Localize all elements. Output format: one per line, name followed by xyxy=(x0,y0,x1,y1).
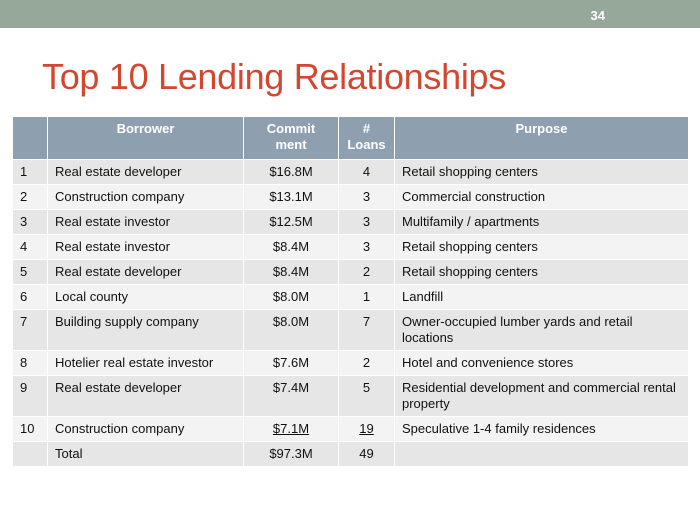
lending-relationships-table xyxy=(12,116,689,467)
cell-borrower: Real estate developer xyxy=(48,376,244,417)
total-num xyxy=(13,442,48,467)
cell-loans: 4 xyxy=(339,160,395,185)
header-purpose: Purpose xyxy=(395,117,689,160)
table-row xyxy=(13,351,689,376)
cell-loans: 3 xyxy=(339,185,395,210)
cell-commitment: $13.1M xyxy=(244,185,339,210)
cell-loans: 5 xyxy=(339,376,395,417)
cell-commitment: $8.4M xyxy=(244,260,339,285)
header-commitment-label: Commit ment xyxy=(266,121,316,152)
cell-commitment: $8.0M xyxy=(244,285,339,310)
table-row xyxy=(13,185,689,210)
cell-borrower: Construction company xyxy=(48,417,244,442)
cell-borrower: Construction company xyxy=(48,185,244,210)
total-commitment: $97.3M xyxy=(244,442,339,467)
cell-loans: 1 xyxy=(339,285,395,310)
total-loans: 49 xyxy=(339,442,395,467)
top-banner xyxy=(0,0,700,28)
table-row xyxy=(13,376,689,417)
cell-commitment xyxy=(244,417,339,442)
cell-purpose: Speculative 1-4 family residences xyxy=(395,417,689,442)
cell-purpose: Owner-occupied lumber yards and retail locations xyxy=(395,310,689,351)
header-row xyxy=(13,117,689,160)
cell-commitment: $8.0M xyxy=(244,310,339,351)
cell-purpose: Retail shopping centers xyxy=(395,160,689,185)
cell-purpose: Retail shopping centers xyxy=(395,235,689,260)
slide-title: Top 10 Lending Relationships xyxy=(42,56,506,97)
cell-commitment: $8.4M xyxy=(244,235,339,260)
header-num xyxy=(13,117,48,160)
cell-num: 6 xyxy=(13,285,48,310)
cell-commitment: $7.4M xyxy=(244,376,339,417)
table-row xyxy=(13,260,689,285)
cell-commitment: $7.6M xyxy=(244,351,339,376)
cell-commitment: $12.5M xyxy=(244,210,339,235)
cell-num: 10 xyxy=(13,417,48,442)
cell-purpose: Hotel and convenience stores xyxy=(395,351,689,376)
cell-purpose: Landfill xyxy=(395,285,689,310)
cell-num: 4 xyxy=(13,235,48,260)
header-borrower: Borrower xyxy=(48,117,244,160)
cell-purpose: Residential development and commercial rental property xyxy=(395,376,689,417)
table-header xyxy=(13,117,689,160)
cell-borrower: Hotelier real estate investor xyxy=(48,351,244,376)
slide-number: 34 xyxy=(590,8,605,23)
cell-commitment-value: $7.1M xyxy=(272,421,310,436)
table-row xyxy=(13,417,689,442)
cell-num: 3 xyxy=(13,210,48,235)
table-row xyxy=(13,160,689,185)
table-row xyxy=(13,210,689,235)
cell-borrower: Local county xyxy=(48,285,244,310)
total-row xyxy=(13,442,689,467)
cell-num: 5 xyxy=(13,260,48,285)
cell-borrower: Real estate investor xyxy=(48,210,244,235)
table-row xyxy=(13,285,689,310)
cell-purpose: Commercial construction xyxy=(395,185,689,210)
cell-purpose: Retail shopping centers xyxy=(395,260,689,285)
cell-commitment: $16.8M xyxy=(244,160,339,185)
cell-num: 7 xyxy=(13,310,48,351)
cell-loans: 3 xyxy=(339,210,395,235)
cell-loans xyxy=(339,417,395,442)
header-commitment xyxy=(244,117,339,160)
cell-purpose: Multifamily / apartments xyxy=(395,210,689,235)
total-label: Total xyxy=(48,442,244,467)
cell-borrower: Real estate developer xyxy=(48,160,244,185)
table-body xyxy=(13,160,689,467)
cell-num: 8 xyxy=(13,351,48,376)
total-purpose xyxy=(395,442,689,467)
header-loans-label: # Loans xyxy=(347,121,386,152)
cell-num: 9 xyxy=(13,376,48,417)
cell-loans-value: 19 xyxy=(359,421,374,436)
cell-num: 2 xyxy=(13,185,48,210)
header-loans xyxy=(339,117,395,160)
cell-loans: 3 xyxy=(339,235,395,260)
cell-loans: 7 xyxy=(339,310,395,351)
cell-borrower: Real estate investor xyxy=(48,235,244,260)
cell-borrower: Real estate developer xyxy=(48,260,244,285)
table-row xyxy=(13,310,689,351)
cell-loans: 2 xyxy=(339,260,395,285)
cell-num: 1 xyxy=(13,160,48,185)
cell-loans: 2 xyxy=(339,351,395,376)
table-row xyxy=(13,235,689,260)
cell-borrower: Building supply company xyxy=(48,310,244,351)
